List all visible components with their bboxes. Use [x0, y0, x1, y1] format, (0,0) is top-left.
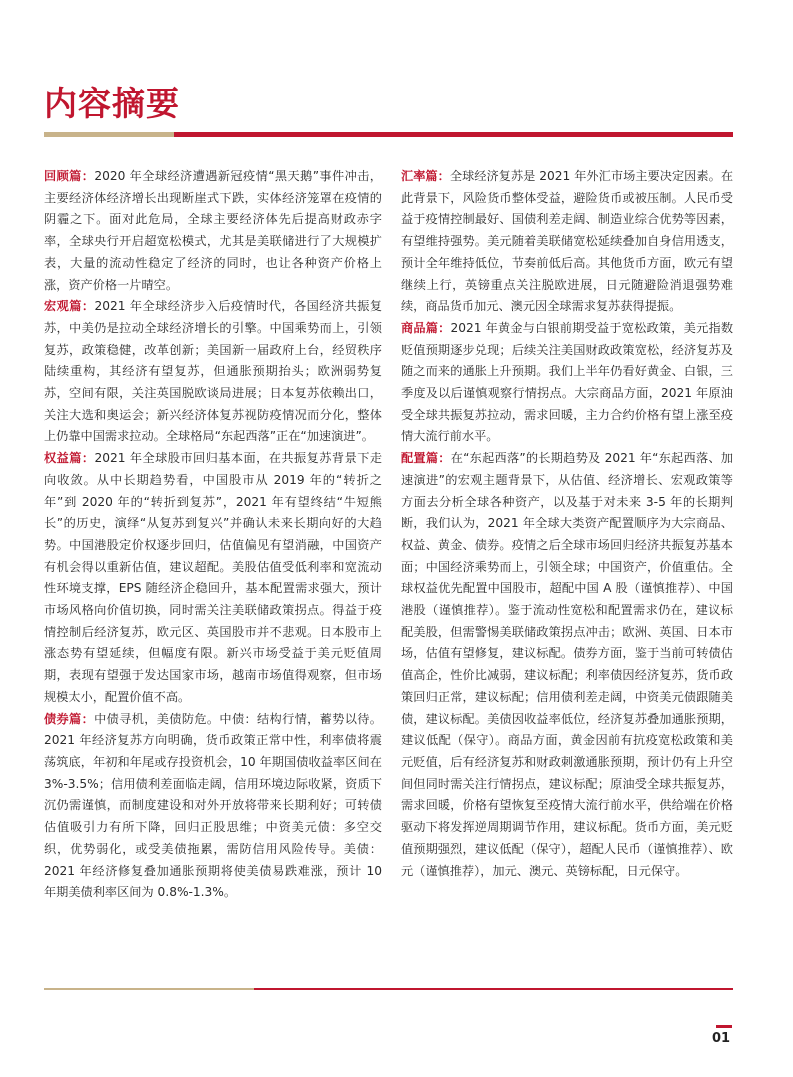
title-divider-accent	[44, 132, 174, 137]
section-text: 2020 年全球经济遭遇新冠疫情“黑天鹅”事件冲击，主要经济体经济增长出现断崖式下跌，实体经济笼罩在疫情的阴霾之下。面对此危局，全球主要经济体先后提高财政赤字率，全球央行开启超宽松模式，尤其是美联储进行了大规模扩表，大量的流动性稳定了经济的同时，也让各种资产价格上涨，资产价格一片晴空。	[44, 169, 382, 292]
section-text: 在“东起西落”的长期趋势及 2021 年“东起西落、加速演进”的宏观主题背景下，从估值、经济增长、宏观政策等方面去分析全球各种资产，以及基于对未来 3-5 年的长期判断，我们认为，2021 年全球大类资产配置顺序为大宗商品、权益、黄金、债券。疫情之后全球市场回归经济共振复苏基本面；中国经济乘势而上，引领全球；中国资产，价值重估。全球权益优先配置中国股市，超配中国 A 股（谨慎推荐）、中国港股（谨慎推荐）。鉴于流动性宽松和配置需求仍在，建议标配美股，但需警惕美联储政策拐点冲击；欧洲、英国、日本市场，估值有望修复，建议标配。债券方面，鉴于当前可转债估值高企，性价比减弱，建议标配；利率债因经济复苏，货币政策回归正常，建议标配；信用债利差走阔，中资美元债跟随美债，建议标配。美债因收益率低位，经济复苏叠加通胀预期，建议低配（保守）。商品方面，黄金因前有抗疫宽松政策和美元贬值，后有经济复苏和财政刺激通胀预期，预计仍有上升空间但同时需关注行情拐点，建议标配；原油受全球共振复苏，需求回暖，价格有望恢复至疫情大流行前水平，供给端在价格驱动下将发挥逆周期调节作用，建议标配。货币方面，美元贬值预期强烈，建议低配（保守），超配人民币（谨慎推荐）、欧元（谨慎推荐），加元、澳元、英镑标配，日元保守。	[401, 451, 733, 878]
section-label: 权益篇：	[44, 451, 95, 466]
section-review	[44, 166, 382, 296]
section-label: 配置篇：	[401, 451, 451, 466]
page-number-mark	[716, 1025, 732, 1028]
section-label: 债券篇：	[44, 711, 95, 726]
section-bonds	[44, 709, 382, 904]
section-commodities	[401, 318, 733, 448]
section-text: 2021 年全球经济步入后疫情时代，各国经济共振复苏，中美仍是拉动全球经济增长的引擎。中国乘势而上，引领复苏，政策稳健，改革创新；美国新一届政府上台，经贸秩序陆续重构，其经济有望复苏，但通胀预期抬头；欧洲弱势复苏，空间有限，关注英国脱欧谈局进展；日本复苏依赖出口，关注大选和奥运会；新兴经济体复苏视防疫情况而分化，整体上仍靠中国需求拉动。全球格局“东起西落”正在“加速演进”。	[44, 299, 383, 444]
page-title: 内容摘要	[44, 84, 180, 123]
section-equity	[44, 448, 382, 708]
section-label: 汇率篇：	[401, 169, 450, 183]
section-text: 2021 年全球股市回归基本面，在共振复苏背景下走向收敛。从中长期趋势看，中国股市从 2019 年的“转折之年”到 2020 年的“转折到复苏”，2021 年有望终结“牛短熊长”的历史，演绎“从复苏到复兴”并确认未来长期向好的大趋势。中国港股定价权逐步回归，估值偏见有望消融，中国资产有机会得以重新估值，建议超配。美股估值受低利率和宽流动性环境支撑，EPS 随经济企稳回升，基本配置需求强大，预计市场风格向价值切换，同时需关注美联储政策拐点。得益于疫情控制后经济复苏，欧元区、英国股市并不悲观。日本股市上涨态势有望延续，但幅度有限。新兴市场受益于美元贬值周期，表现有望强于发达国家市场，越南市场值得观察，但市场规模太小，配置价值不高。	[44, 451, 383, 704]
section-text: 2021 年黄金与白银前期受益于宽松政策，美元指数贬值预期逐步兑现；后续关注美国财政政策宽松，经济复苏及随之而来的通胀上升预期。我们上半年仍看好黄金、白银，三季度及以后谨慎观察行情拐点。大宗商品方面，2021 年原油受全球共振复苏拉动，需求回暖，主力合约价格有望上涨至疫情大流行前水平。	[401, 320, 734, 444]
title-divider	[44, 132, 733, 137]
left-column	[44, 166, 382, 904]
section-macro	[44, 296, 382, 448]
section-label: 商品篇：	[401, 320, 451, 335]
footer-divider	[44, 988, 733, 990]
section-label: 回顾篇：	[44, 169, 95, 183]
page-number: 01	[712, 1031, 731, 1046]
section-text: 中债寻机，美债防危。中债：结构行情，蓄势以待。2021 年经济复苏方向明确，货币政策正常中性，利率债将震荡筑底，年初和年尾或存投资机会，10 年期国债收益率区间在 3%-3.5%；信用债利差面临走阔，信用环境边际收紧，资质下沉仍需谨慎，而制度建设和对外开放将带来长期利好；可转债估值吸引力有所下降，回归正股思维；中资美元债：多空交织，优势弱化，或受美债拖累，需防信用风险传导。美债：2021 年经济修复叠加通胀预期将使美债易跌难涨，预计 10 年期美债利率区间为 0.8%-1.3%。	[44, 711, 382, 900]
section-allocation	[401, 448, 733, 882]
section-label: 宏观篇：	[44, 299, 95, 314]
footer-divider-accent	[44, 988, 254, 990]
section-text: 全球经济复苏是 2021 年外汇市场主要决定因素。在此背景下，风险货币整体受益，避险货币或被压制。人民币受益于疫情控制最好、国债利差走阔、制造业综合优势等因素，有望维持强势。美元随着美联储宽松延续叠加自身信用透支，预计全年维持低位，节奏前低后高。其他货币方面，欧元有望继续上行，英镑重点关注脱欧进展，日元随避险消退强势难续，商品货币加元、澳元因全球需求复苏获得提振。	[401, 169, 734, 314]
right-column	[401, 166, 733, 882]
section-fx	[401, 166, 733, 318]
